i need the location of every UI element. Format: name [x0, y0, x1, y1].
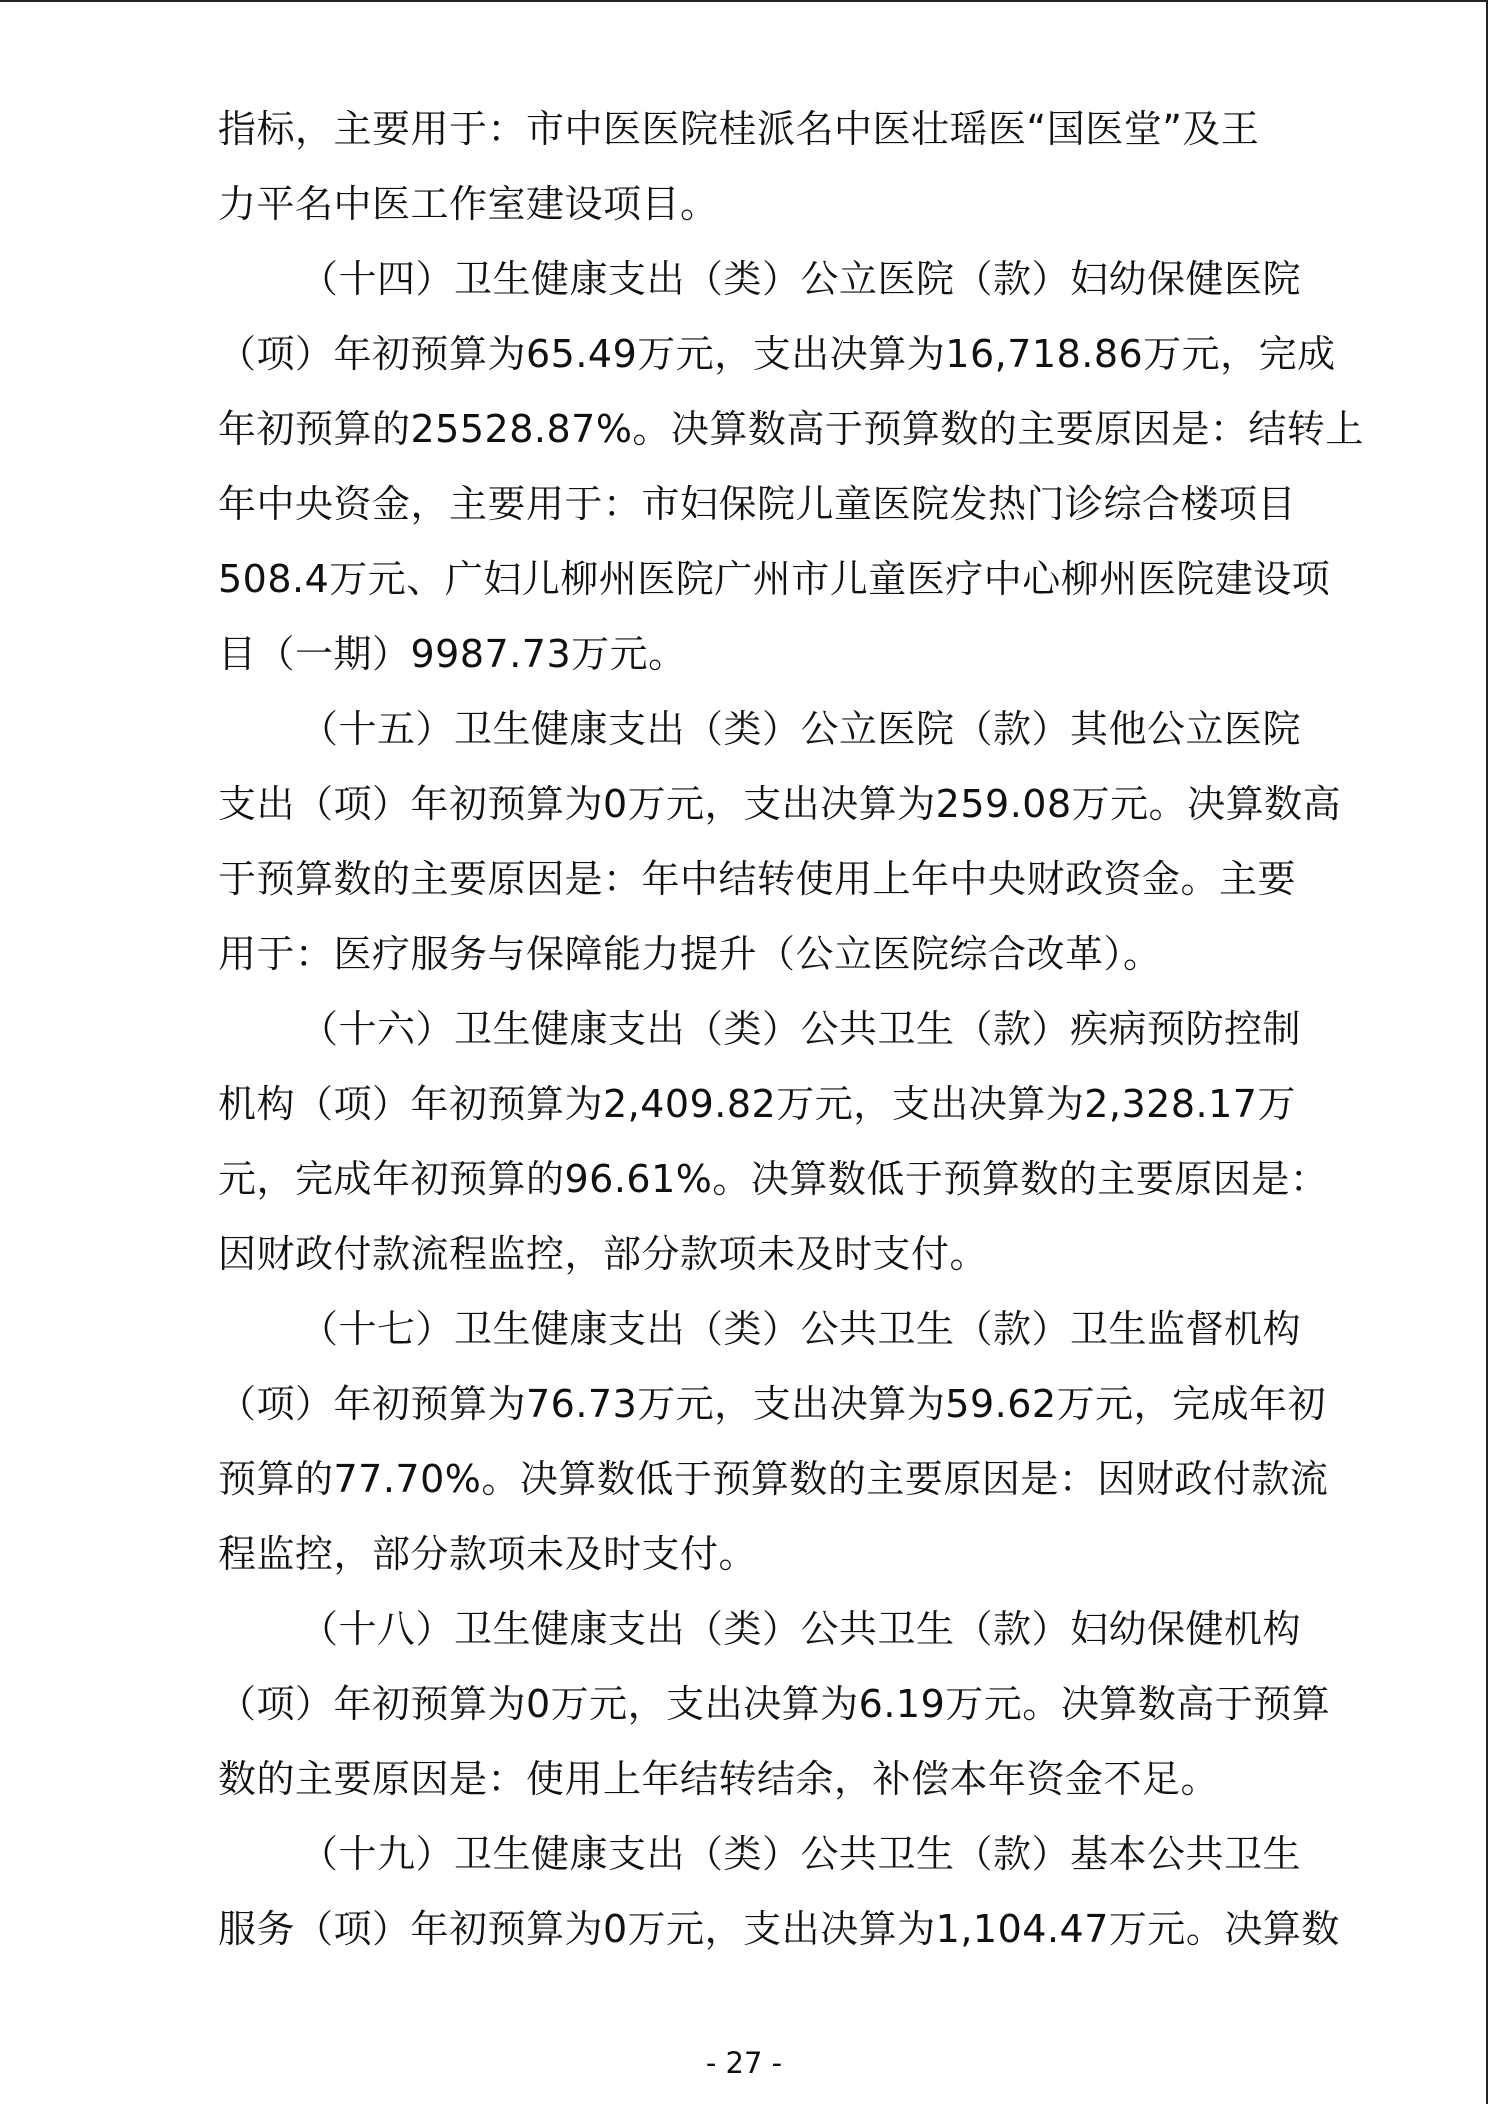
text-line: 用于：医疗服务与保障能力提升（公立医院综合改革）。 — [218, 932, 1162, 976]
text-line: 年初预算的25528.87%。决算数高于预算数的主要原因是：结转上 — [218, 407, 1364, 451]
text-line: 元，完成年初预算的96.61%。决算数低于预算数的主要原因是： — [218, 1157, 1329, 1201]
text-line: 508.4万元、广妇儿柳州医院广州市儿童医疗中心柳州医院建设项 — [218, 557, 1331, 601]
text-line: 目（一期）9987.73万元。 — [218, 632, 687, 676]
paragraph-heading-19: （十九）卫生健康支出（类）公共卫生（款）基本公共卫生 — [300, 1832, 1302, 1876]
text-line: （项）年初预算为65.49万元，支出决算为16,718.86万元，完成 — [218, 332, 1336, 376]
text-line: 支出（项）年初预算为0万元，支出决算为259.08万元。决算数高 — [218, 782, 1342, 826]
text-line: 年中央资金，主要用于：市妇保院儿童医院发热门诊综合楼项目 — [218, 482, 1297, 526]
text-line: 程监控，部分款项未及时支付。 — [218, 1532, 758, 1576]
text-line: 服务（项）年初预算为0万元，支出决算为1,104.47万元。决算数 — [218, 1907, 1340, 1951]
paragraph-heading-15: （十五）卫生健康支出（类）公立医院（款）其他公立医院 — [300, 707, 1302, 751]
text-line: 指标，主要用于：市中医医院桂派名中医壮瑶医“国医堂”及王 — [218, 107, 1260, 151]
text-line: 于预算数的主要原因是：年中结转使用上年中央财政资金。主要 — [218, 857, 1297, 901]
text-line: 机构（项）年初预算为2,409.82万元，支出决算为2,328.17万 — [218, 1082, 1296, 1126]
text-line: （项）年初预算为0万元，支出决算为6.19万元。决算数高于预算 — [218, 1682, 1331, 1726]
text-line: （项）年初预算为76.73万元，支出决算为59.62万元，完成年初 — [218, 1382, 1327, 1426]
text-line: 数的主要原因是：使用上年结转结余，补偿本年资金不足。 — [218, 1757, 1220, 1801]
text-line: 因财政付款流程监控，部分款项未及时支付。 — [218, 1232, 989, 1276]
text-line: 力平名中医工作室建设项目。 — [218, 182, 719, 226]
text-line: 预算的77.70%。决算数低于预算数的主要原因是：因财政付款流 — [218, 1457, 1329, 1501]
paragraph-heading-14: （十四）卫生健康支出（类）公立医院（款）妇幼保健医院 — [300, 257, 1302, 301]
paragraph-heading-16: （十六）卫生健康支出（类）公共卫生（款）疾病预防控制 — [300, 1007, 1302, 1051]
paragraph-heading-17: （十七）卫生健康支出（类）公共卫生（款）卫生监督机构 — [300, 1307, 1302, 1351]
paragraph-heading-18: （十八）卫生健康支出（类）公共卫生（款）妇幼保健机构 — [300, 1607, 1302, 1651]
page-number: - 27 - — [705, 2046, 783, 2080]
